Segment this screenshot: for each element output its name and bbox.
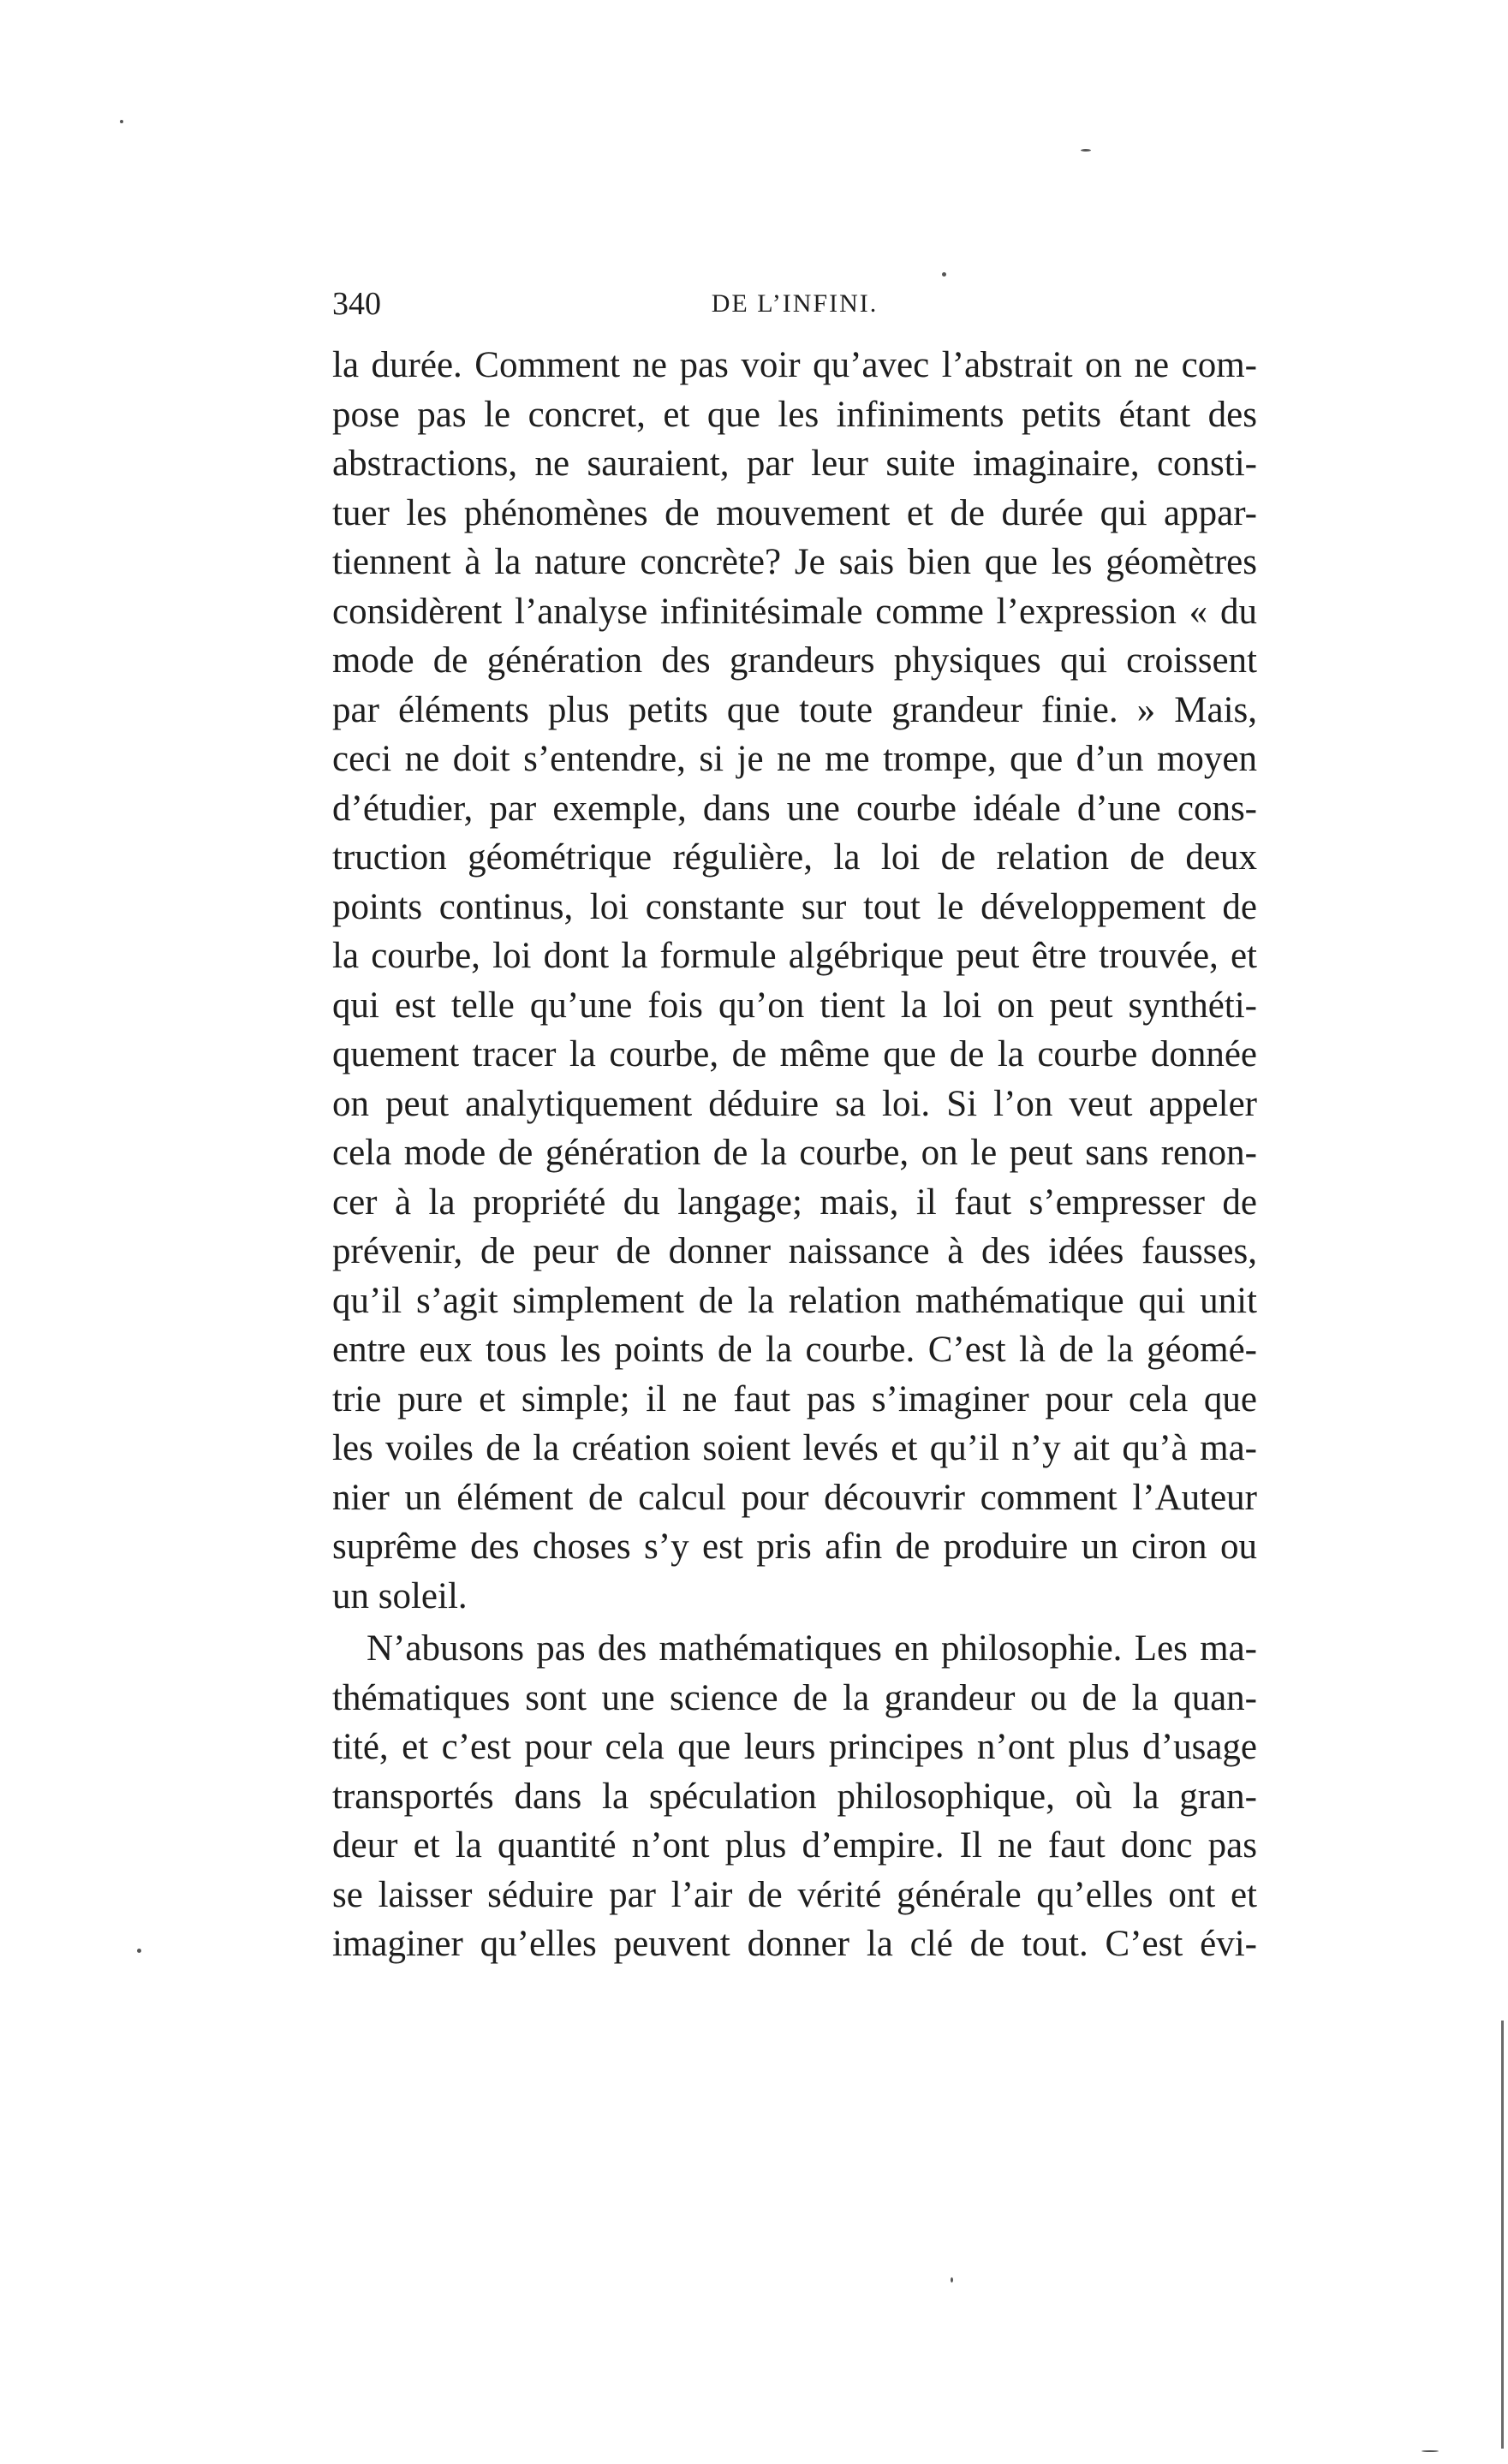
page-header: [332, 283, 1257, 325]
paragraph-1: [332, 341, 1257, 1621]
text-line: se laisser séduire par l’air de vérité générale qu’elles ont et: [332, 1874, 1257, 1915]
text-line: considèrent l’analyse infinitésimale comme l’expression « du: [332, 591, 1257, 632]
text-line: cela mode de génération de la courbe, on le peut sans renon-: [332, 1133, 1257, 1173]
text-line: qui est telle qu’une fois qu’on tient la loi on peut synthéti-: [332, 985, 1257, 1026]
text-line: d’étudier, par exemple, dans une courbe idéale d’une cons-: [332, 788, 1257, 829]
text-line: points continus, loi constante sur tout le développement de: [332, 886, 1257, 927]
text-line: tité, et c’est pour cela que leurs principes n’ont plus d’usage: [332, 1727, 1257, 1767]
body-text: [332, 341, 1257, 1969]
text-line: entre eux tous les points de la courbe. C’est là de la géomé-: [332, 1330, 1257, 1370]
text-line: prévenir, de peur de donner naissance à des idées fausses,: [332, 1231, 1257, 1271]
text-line: trie pure et simple; il ne faut pas s’imaginer pour cela que: [332, 1378, 1257, 1419]
scan-speck: [1422, 2450, 1439, 2452]
text-line: la courbe, loi dont la formule algébrique peut être trouvée, et: [332, 936, 1257, 976]
text-line: mode de génération des grandeurs physiques qui croissent: [332, 640, 1257, 681]
scan-speck: [942, 272, 946, 277]
page-number: 340: [332, 286, 381, 322]
scan-speck: [120, 120, 123, 123]
text-line: quement tracer la courbe, de même que de la courbe donnée: [332, 1034, 1257, 1074]
page-edge-shadow: [1501, 2021, 1504, 2449]
text-line: ceci ne doit s’entendre, si je ne me trompe, que d’un moyen: [332, 739, 1257, 779]
text-line: truction géométrique régulière, la loi de relation de deux: [332, 837, 1257, 878]
paragraph-2: [332, 1624, 1257, 1969]
text-line: qu’il s’agit simplement de la relation mathématique qui unit: [332, 1280, 1257, 1321]
text-line: on peut analytiquement déduire sa loi. Si l’on veut appeler: [332, 1083, 1257, 1124]
text-line: transportés dans la spéculation philosophique, où la gran-: [332, 1776, 1257, 1817]
text-line: pose pas le concret, et que les infiniments petits étant des: [332, 394, 1257, 435]
text-line: un soleil.: [332, 1575, 468, 1616]
text-line: cer à la propriété du langage; mais, il faut s’empresser de: [332, 1181, 1257, 1223]
text-line: imaginer qu’elles peuvent donner la clé de tout. C’est évi-: [332, 1924, 1257, 1964]
text-line: tuer les phénomènes de mouvement et de durée qui appar-: [332, 492, 1257, 533]
text-line: les voiles de la création soient levés et qu’il n’y ait qu’à ma-: [332, 1428, 1257, 1468]
text-line: nier un élément de calcul pour découvrir comment l’Auteur: [332, 1477, 1257, 1518]
text-line: abstractions, ne sauraient, par leur suite imaginaire, consti-: [332, 443, 1257, 484]
text-line: par éléments plus petits que toute grandeur finie. » Mais,: [332, 689, 1257, 730]
text-line: N’abusons pas des mathématiques en philosophie. Les ma-: [367, 1628, 1257, 1669]
text-line: thématiques sont une science de la grandeur ou de la quan-: [332, 1677, 1257, 1718]
text-line: suprême des choses s’y est pris afin de produire un ciron ou: [332, 1527, 1257, 1567]
scan-speck: [137, 1949, 141, 1953]
text-line: la durée. Comment ne pas voir qu’avec l’abstrait on ne com-: [332, 345, 1257, 385]
running-head: DE L’INFINI.: [711, 289, 879, 318]
text-line: tiennent à la nature concrète? Je sais bien que les géomètres: [332, 542, 1257, 582]
scan-speck: [951, 2277, 953, 2282]
text-line: deur et la quantité n’ont plus d’empire. Il ne faut donc pas: [332, 1825, 1257, 1866]
scan-speck: [1081, 149, 1091, 152]
